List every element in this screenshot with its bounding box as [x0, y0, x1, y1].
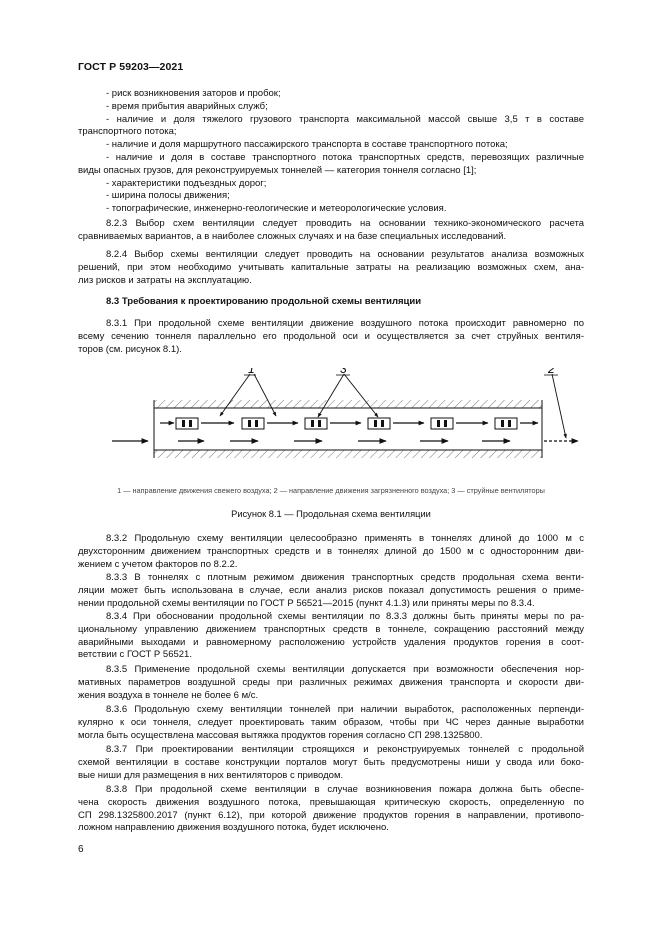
- paragraph-line: всему сечению тоннеля параллельно его продольной оси и осуществляется за счет струйных вентиля-: [78, 330, 584, 342]
- jet-fan: [242, 418, 264, 429]
- page-number: 6: [78, 844, 84, 855]
- paragraph-line: 8.3.4 При обосновании продольной схемы вентиляции по 8.3.3 должны быть приняты меры по ра-: [106, 611, 584, 622]
- list-item: - время прибытия аварийных служб;: [106, 100, 268, 112]
- callout-2: 2: [548, 368, 555, 376]
- paragraph-line: чена скорость движения воздушного потока, превышающая критическую скорость, определенную по: [78, 796, 584, 808]
- paragraph-line: СП 298.1325800.2017 (пункт 6.12), при которой движение продуктов горения в направлении, противопо-: [78, 809, 584, 821]
- list-item: - ширина полосы движения;: [106, 190, 230, 202]
- paragraph-8-3-1: [78, 318, 584, 356]
- jet-fan: [305, 418, 327, 429]
- ventilation-scheme-figure: [78, 368, 584, 488]
- list-item: - риск возникновения заторов и пробок;: [106, 88, 281, 99]
- paragraph-line: циональному управлению движением транспортных средств в тоннеле, сокращению расстояний между: [78, 623, 584, 635]
- paragraph-line: ветствии с ГОСТ Р 56521.: [78, 649, 192, 661]
- paragraph-line: ляции может быть использована в случае, если анализ рисков показал допустимость решения о приме-: [78, 584, 584, 596]
- tunnel-roof: [154, 400, 542, 408]
- figure-legend: 1 — направление движения свежего воздуха; 2 — направление движения загрязненного воздуха; 3 — струйные вентиляторы: [117, 486, 545, 495]
- paragraph-8-2-4: [78, 249, 584, 287]
- list-item: - наличие и доля в составе транспортного потока транспортных средств, перевозящих различные: [106, 151, 584, 163]
- paragraph-line: двухсторонним движением транспортных средств и в тоннелях длиной до 1500 м с односторонним дви-: [78, 545, 584, 557]
- paragraph-8-3-8: [78, 784, 584, 835]
- paragraph-line: 8.3.8 При продольной схеме вентиляции в случае возникновения пожара должна быть обеспе-: [106, 784, 584, 795]
- paragraph-8-3-6: [78, 704, 584, 742]
- list-item: - наличие и доля тяжелого грузового транспорта максимальной массой свыше 3,5 т в составе: [106, 113, 584, 125]
- paragraph-line: 8.2.4 Выбор схемы вентиляции следует проводить на основании результатов анализа возможных: [106, 249, 584, 260]
- paragraph-line: кулярно к оси тоннеля, следует проектировать таким образом, чтобы при ЧС через данные выработки: [78, 716, 584, 728]
- tunnel-floor: [154, 450, 542, 458]
- factor-list: [78, 88, 584, 216]
- paragraph-line: ложном направлению движения воздушного потока, будет исключено.: [78, 822, 389, 834]
- paragraph-line: сравниваемых вариантов, а в наиболее сложных случаях и на базе специальных исследований.: [78, 230, 507, 242]
- figure-caption: Рисунок 8.1 — Продольная схема вентиляции: [231, 509, 431, 519]
- list-item: виды опасных грузов, для реконструируемых тоннелей — категория тоннеля согласно [1];: [78, 164, 477, 176]
- paragraph-line: схемой вентиляции в составе конструкции порталов могут быть предусмотрены ниши у свода или боко-: [78, 756, 584, 768]
- list-item: - топографические, инженерно-геологические и метеорологические условия.: [106, 203, 447, 215]
- document-header: ГОСТ Р 59203—2021: [78, 61, 184, 73]
- paragraph-line: лиз рисков и затраты на эксплуатацию.: [78, 274, 252, 286]
- paragraph-8-3-3: [78, 572, 584, 610]
- paragraph-8-3-5: [78, 664, 584, 702]
- paragraph-line: жением с учетом факторов по 8.2.2.: [78, 558, 238, 570]
- paragraph-8-3-4: [78, 611, 584, 662]
- section-title: [78, 296, 584, 309]
- paragraph-8-3-7: [78, 744, 584, 782]
- paragraph-line: жения воздуха в тоннеле не более 6 м/с.: [78, 689, 259, 701]
- paragraph-line: 8.3.5 Применение продольной схемы вентиляции допускается при возможности обеспечения нор-: [106, 664, 584, 675]
- paragraph-line: могла быть осуществлена массовая вытяжка продуктов горения согласно СП 298.1325800.: [78, 729, 483, 741]
- paragraph-line: решений, при этом необходимо учитывать капитальные затраты на реализацию возможных схем, ана-: [78, 261, 584, 273]
- paragraph-line: вые ниши для размещения в них вентиляторов с приводом.: [78, 769, 344, 781]
- paragraph-line: 8.3.2 Продольную схему вентиляции целесообразно применять в тоннелях длиной до 1000 м с: [106, 533, 584, 544]
- list-item: транспортного потока;: [78, 126, 177, 138]
- jet-fan: [176, 418, 198, 429]
- paragraph-8-2-3: [78, 218, 584, 244]
- paragraph-line: мативных параметров воздушной среды при различных режимах движения транспорта и скорости дви-: [78, 676, 584, 688]
- section-title-text: 8.3 Требования к проектированию продольной схемы вентиляции: [106, 296, 422, 307]
- paragraph-line: нении продольной схемы вентиляции по ГОСТ Р 56521—2015 (пункт 4.1.3) или приняты меры по 8.3.4.: [78, 597, 535, 609]
- jet-fan: [431, 418, 453, 429]
- list-item: - характеристики подъездных дорог;: [106, 177, 267, 189]
- paragraph-line: 8.2.3 Выбор схем вентиляции следует проводить на основании технико-экономического расчета: [106, 218, 584, 229]
- paragraph-line: аварийными выходами и равномерному расположению устройств удаления продуктов горения в соот-: [78, 636, 584, 648]
- paragraph-line: 8.3.1 При продольной схеме вентиляции движение воздушного потока происходит равномерно по: [106, 318, 584, 329]
- paragraph-line: 8.3.3 В тоннелях с плотным режимом движения транспортных средств продольная схема венти-: [106, 572, 584, 583]
- list-item: - наличие и доля маршрутного пассажирского транспорта в составе транспортного потока;: [106, 139, 508, 151]
- callout-1: 1: [248, 368, 255, 376]
- paragraph-line: 8.3.7 При проектировании вентиляции строящихся и реконструируемых тоннелей с продольной: [106, 744, 584, 755]
- paragraph-line: торов (см. рисунок 8.1).: [78, 343, 182, 355]
- callout-3: 3: [340, 368, 347, 376]
- paragraph-line: 8.3.6 Продольную схему вентиляции тоннелей при наличии выработок, расположенных перпенди-: [106, 704, 584, 715]
- tunnel-diagram: [78, 368, 584, 488]
- jet-fan: [495, 418, 517, 429]
- paragraph-8-3-2: [78, 533, 584, 571]
- jet-fan: [368, 418, 390, 429]
